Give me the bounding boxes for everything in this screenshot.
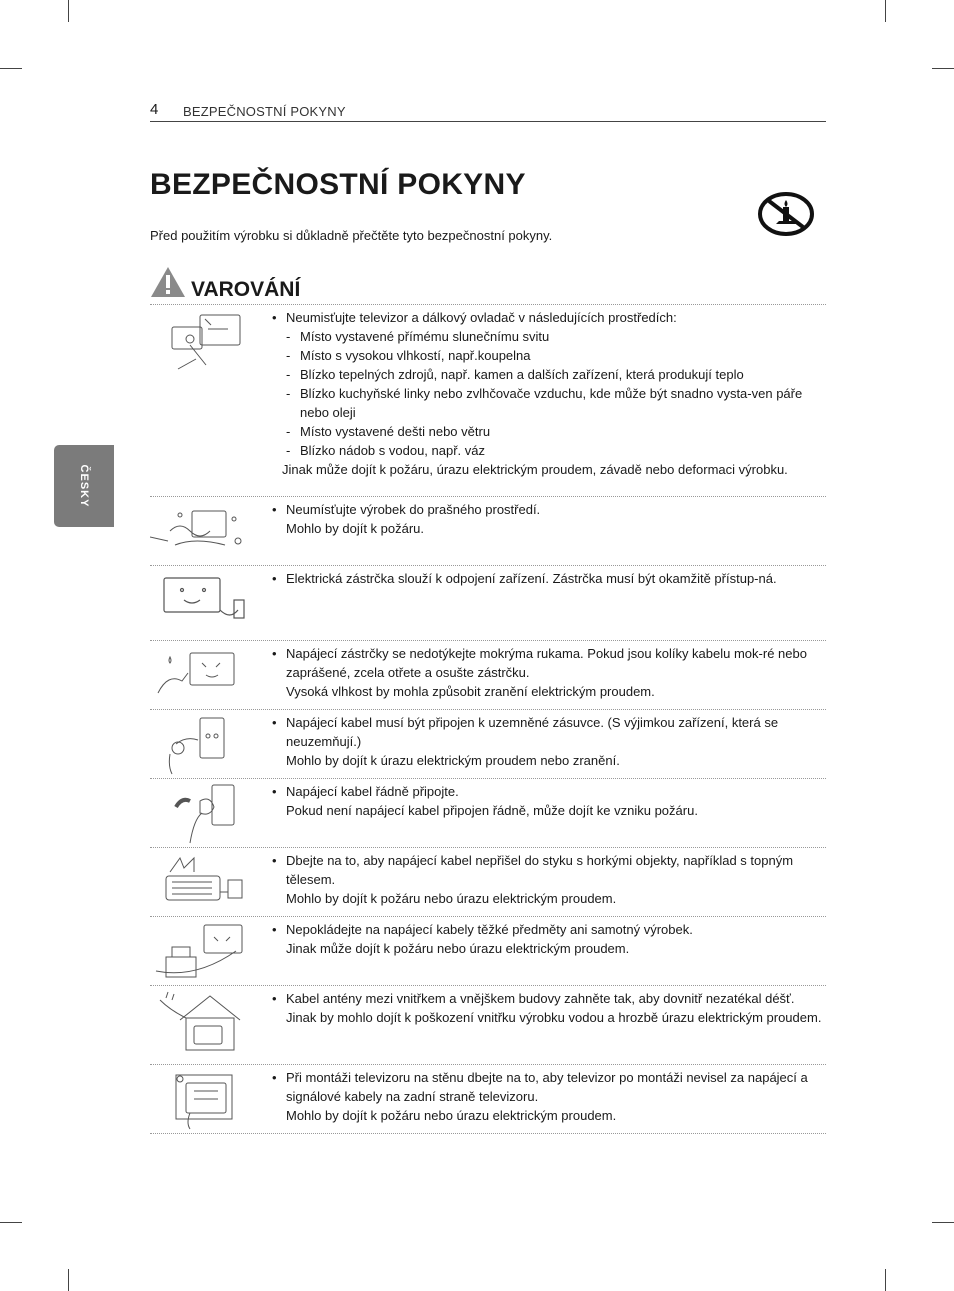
sub-item: - Místo vystavené dešti nebo větru xyxy=(272,422,826,441)
item-text: • Elektrická zástrčka slouží k odpojení zařízení. Zástrčka musí být okamžitě přístup-ná. xyxy=(272,569,826,588)
warning-title: VAROVÁNÍ xyxy=(191,278,301,301)
wet-hands-illustration xyxy=(150,645,250,707)
item-text: • Neumisťujte televizor a dálkový ovladač v následujících prostředích: xyxy=(272,308,826,327)
item-note: Mohlo by dojít k požáru. xyxy=(286,521,425,536)
antenna-cable-illustration xyxy=(150,990,250,1052)
item-text: • Napájecí zástrčky se nedotýkejte mokrýma rukama. Pokud jsou kolíky kabelu mok-ré nebo zaprášené, zcela otřete a osušte zástrčku. xyxy=(272,644,826,682)
item-note: Mohlo by dojít k úrazu elektrickým proudem nebo zranění. xyxy=(286,753,620,768)
crop-mark xyxy=(885,1269,886,1291)
warning-item xyxy=(150,709,826,778)
plug-in-firmly-illustration xyxy=(150,783,250,845)
sub-item: - Blízko kuchyňské linky nebo zvlhčovače vzduchu, kde může být snadno vysta-ven páře nebo oleji xyxy=(272,384,826,422)
warning-list xyxy=(150,304,826,1134)
item-text: • Napájecí kabel musí být připojen k uzemněné zásuvce. (S výjimkou zařízení, která se neuzemňují.) xyxy=(272,713,826,751)
grounded-outlet-illustration xyxy=(150,714,250,776)
sub-item: - Blízko tepelných zdrojů, např. kamen a dalších zařízení, která produkují teplo xyxy=(272,365,826,384)
dust-illustration xyxy=(150,501,250,563)
item-note: Mohlo by dojít k požáru nebo úrazu elektrickým proudem. xyxy=(286,1108,617,1123)
page-header xyxy=(150,101,826,122)
page-number: 4 xyxy=(150,101,159,118)
item-text: • Dbejte na to, aby napájecí kabel nepřišel do styku s horkými objekty, například s topným tělesem. xyxy=(272,851,826,889)
warning-item xyxy=(150,565,826,640)
crop-mark xyxy=(0,1222,22,1223)
item-note: Vysoká vlhkost by mohla způsobit zranění elektrickým proudem. xyxy=(286,684,655,699)
crop-mark xyxy=(932,68,954,69)
warning-item xyxy=(150,1064,826,1134)
heavy-objects-illustration xyxy=(150,921,250,983)
warning-heading xyxy=(150,264,826,304)
item-text: • Nepokládejte na napájecí kabely těžké předměty ani samotný výrobek. xyxy=(272,920,826,939)
item-note: Mohlo by dojít k požáru nebo úrazu elektrickým proudem. xyxy=(286,891,617,906)
no-open-flame-icon xyxy=(757,190,815,238)
crop-mark xyxy=(68,0,69,22)
language-tab: ČESKY xyxy=(54,445,114,527)
warning-item xyxy=(150,778,826,847)
warning-item xyxy=(150,916,826,985)
tv-environment-illustration xyxy=(150,309,250,371)
item-note: Pokud není napájecí kabel připojen řádně, může dojít ke vzniku požáru. xyxy=(286,803,698,818)
warning-item xyxy=(150,985,826,1064)
item-note: Jinak může dojít k požáru nebo úrazu elektrickým proudem. xyxy=(286,941,630,956)
sub-item: - Blízko nádob s vodou, např. váz xyxy=(272,441,826,460)
item-text: • Neumísťujte výrobek do prašného prostředí. xyxy=(272,500,826,519)
header-section: BEZPEČNOSTNÍ POKYNY xyxy=(183,104,346,119)
warning-item xyxy=(150,304,826,496)
wall-mount-cables-illustration xyxy=(150,1069,250,1131)
warning-triangle-icon xyxy=(150,266,186,298)
item-note: Jinak může dojít k požáru, úrazu elektrickým proudem, závadě nebo deformaci výrobku. xyxy=(282,462,788,477)
sub-item: - Místo s vysokou vlhkostí, např.koupelna xyxy=(272,346,826,365)
plug-disconnect-illustration xyxy=(150,570,250,632)
crop-mark xyxy=(932,1222,954,1223)
crop-mark xyxy=(68,1269,69,1291)
warning-item xyxy=(150,496,826,565)
item-note: Jinak by mohlo dojít k poškození vnitřku výrobku vodou a hrozbě úrazu elektrickým proudem. xyxy=(286,1010,822,1025)
crop-mark xyxy=(0,68,22,69)
hot-objects-illustration xyxy=(150,852,250,914)
warning-item xyxy=(150,847,826,916)
item-text: • Kabel antény mezi vnitřkem a vnějškem budovy zahněte tak, aby dovnitř nezatékal déšť. xyxy=(272,989,826,1008)
warning-item xyxy=(150,640,826,709)
item-text: • Napájecí kabel řádně připojte. xyxy=(272,782,826,801)
sub-item: - Místo vystavené přímému slunečnímu svitu xyxy=(272,327,826,346)
crop-mark xyxy=(885,0,886,22)
page-title: BEZPEČNOSTNÍ POKYNY xyxy=(150,168,526,201)
item-text: • Při montáži televizoru na stěnu dbejte na to, aby televizor po montáži nevisel za napájecí a signálové kabely na zadní straně televizoru. xyxy=(272,1068,826,1106)
intro-text: Před použitím výrobku si důkladně přečtěte tyto bezpečnostní pokyny. xyxy=(150,228,553,243)
